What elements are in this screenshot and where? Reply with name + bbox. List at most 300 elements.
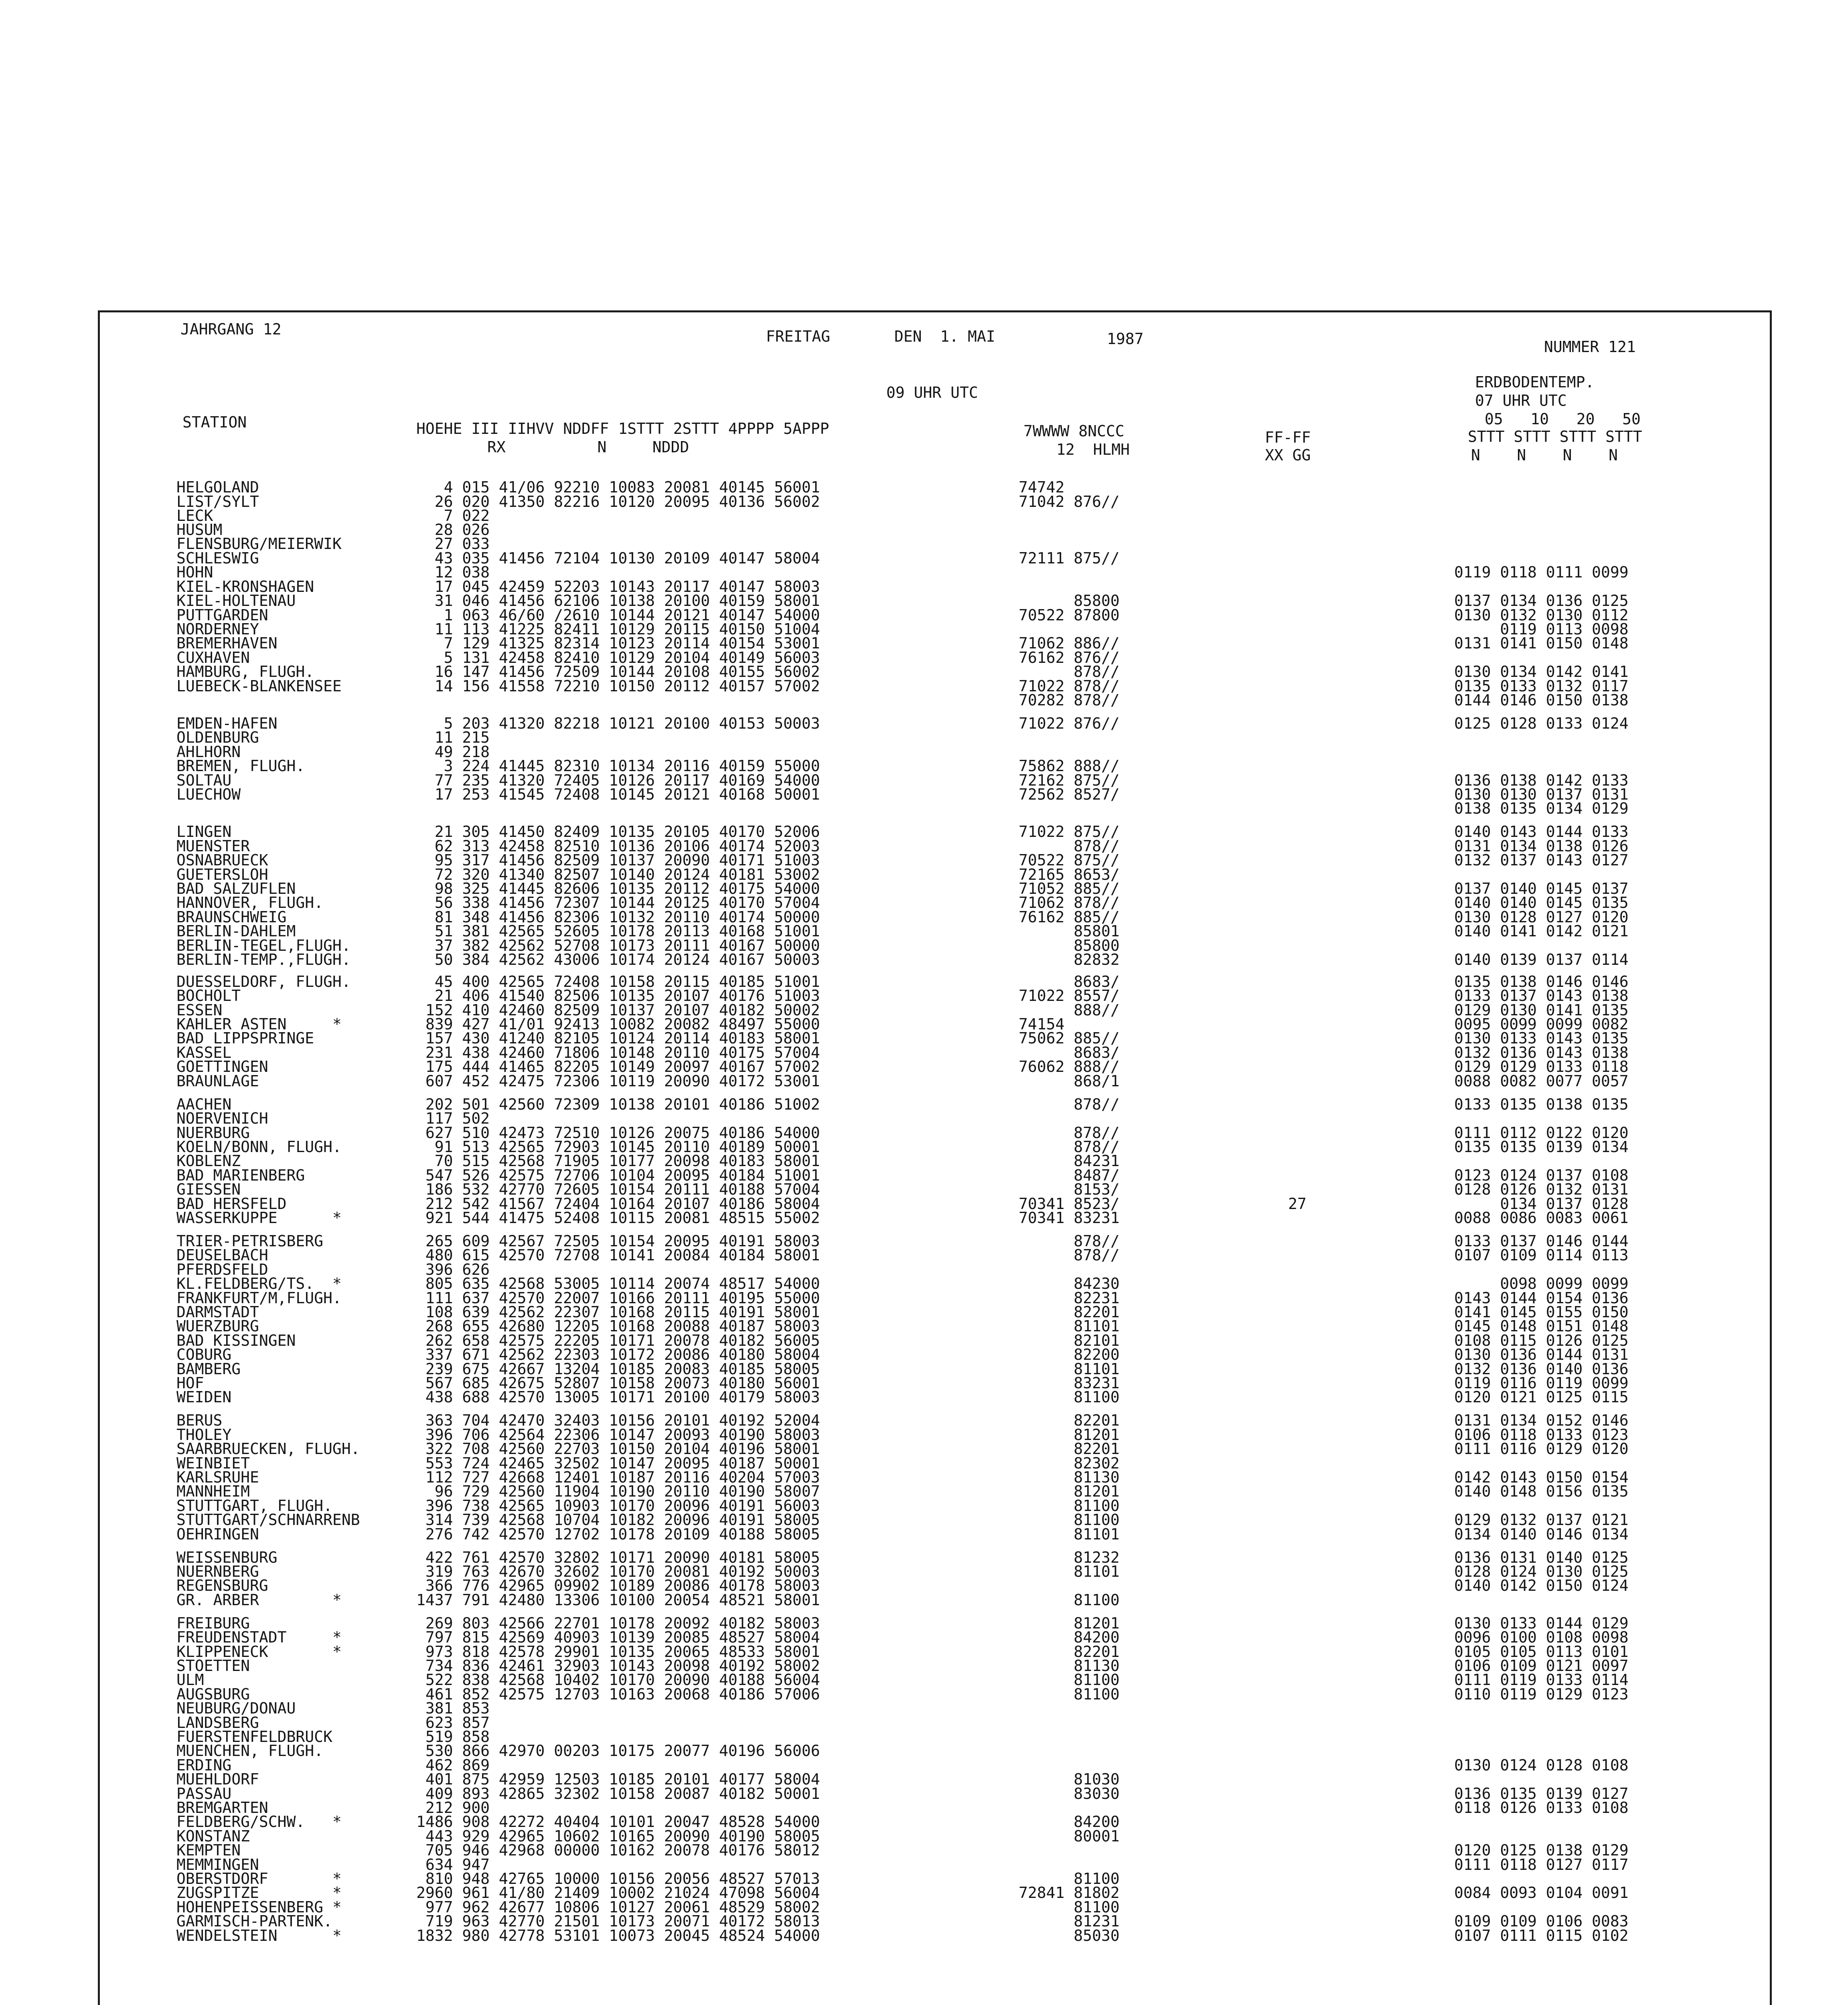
synop-values: 239 675 42667 13204 10185 20083 40185 58005 <box>416 1360 820 1378</box>
synop-values: 14 156 41558 72210 10150 20112 40157 57002 <box>416 677 820 695</box>
soil-temp-time: 07 UHR UTC <box>1475 392 1567 409</box>
synop-values: 627 510 42473 72510 10126 20075 40186 54000 <box>416 1124 820 1142</box>
table-row <box>0 1525 1848 1544</box>
weather-cloud-group: 71022 875// <box>1019 823 1120 840</box>
station-name: DEUSELBACH <box>176 1246 268 1264</box>
synop-values: 202 501 42560 72309 10138 20101 40186 51002 <box>416 1096 820 1113</box>
weather-cloud-group: 71062 886// <box>1019 634 1120 652</box>
soil-temperatures: 0129 0130 0141 0135 <box>1454 1001 1629 1019</box>
synop-values: 72 320 41340 82507 10140 20124 40181 53002 <box>416 866 820 883</box>
synop-values: 797 815 42569 40903 10139 20085 48527 58004 <box>416 1628 820 1646</box>
weather-cloud-group: 8153/ <box>1019 1181 1120 1198</box>
synop-values: 269 803 42566 22701 10178 20092 40182 58003 <box>416 1614 820 1632</box>
station-name: BREMERHAVEN <box>176 634 278 652</box>
soil-temperatures: 0130 0132 0130 0112 <box>1454 606 1629 624</box>
synop-values: 96 729 42560 11904 10190 20110 40190 58007 <box>416 1482 820 1500</box>
weather-cloud-group: 81201 <box>1019 1482 1120 1500</box>
synop-values: 805 635 42568 53005 10114 20074 48517 54000 <box>416 1275 820 1292</box>
synop-values: 276 742 42570 12702 10178 20109 40188 58005 <box>416 1525 820 1543</box>
station-name: ESSEN <box>176 1001 223 1019</box>
soil-temperatures: 0111 0116 0129 0120 <box>1454 1440 1629 1458</box>
soil-temperatures: 0132 0136 0140 0136 <box>1454 1360 1629 1378</box>
station-name: PUTTGARDEN <box>176 606 268 624</box>
synop-values: 5 131 42458 82410 10129 20104 40149 56003 <box>416 649 820 666</box>
table-row <box>0 1387 1848 1407</box>
soil-temperatures: 0106 0109 0121 0097 <box>1454 1657 1629 1675</box>
weather-cloud-group: 81101 <box>1019 1563 1120 1580</box>
weather-cloud-group: 82201 <box>1019 1303 1120 1321</box>
synop-values: 81 348 41456 82306 10132 20110 40174 50000 <box>416 908 820 926</box>
soil-temperatures: 0137 0134 0136 0125 <box>1454 592 1629 610</box>
synop-values: 51 381 42565 52605 10178 20113 40168 51001 <box>416 922 820 940</box>
weather-cloud-group: 70522 87800 <box>1019 606 1120 624</box>
soil-temperatures: 0125 0128 0133 0124 <box>1454 715 1629 732</box>
station-name: STOETTEN <box>176 1657 250 1675</box>
soil-temperatures: 0107 0109 0114 0113 <box>1454 1246 1629 1264</box>
soil-temperatures: 0140 0148 0156 0135 <box>1454 1482 1629 1500</box>
ff-value-kahler-asten: 27 <box>1288 1195 1307 1213</box>
synop-values: 77 235 41320 72405 10126 20117 40169 54000 <box>416 772 820 789</box>
station-name: MUEHLDORF <box>176 1770 259 1788</box>
weather-cloud-group: 82101 <box>1019 1332 1120 1349</box>
column-main-subheader: RX N NDDD <box>487 438 689 456</box>
station-name: GIESSEN <box>176 1181 241 1198</box>
weather-cloud-group: 81232 <box>1019 1549 1120 1566</box>
soil-temperatures: 0142 0143 0150 0154 <box>1454 1468 1629 1486</box>
station-name: CUXHAVEN <box>176 649 250 666</box>
soil-temperatures: 0128 0124 0130 0125 <box>1454 1563 1629 1580</box>
station-name: WUERZBURG <box>176 1317 259 1335</box>
synop-values: 5 203 41320 82218 10121 20100 40153 50003 <box>416 715 820 732</box>
soil-temperatures: 0132 0137 0143 0127 <box>1454 851 1629 869</box>
weather-cloud-group: 81130 <box>1019 1657 1120 1675</box>
synop-values: 519 858 <box>416 1728 490 1746</box>
soil-temperatures: 0140 0142 0150 0124 <box>1454 1577 1629 1594</box>
station-name: AHLHORN <box>176 743 241 761</box>
weather-cloud-group: 72562 8527/ <box>1019 786 1120 803</box>
station-name: KASSEL <box>176 1044 232 1061</box>
soil-temperatures: 0140 0141 0142 0121 <box>1454 922 1629 940</box>
synop-values: 363 704 42470 32403 10156 20101 40192 52004 <box>416 1412 820 1429</box>
synop-values: 396 706 42564 22306 10147 20093 40190 58003 <box>416 1426 820 1444</box>
station-name: KAHLER ASTEN * <box>176 1015 342 1033</box>
weather-cloud-group: 71052 885// <box>1019 880 1120 897</box>
synop-values: 366 776 42965 09902 10189 20086 40178 58003 <box>416 1577 820 1594</box>
weather-cloud-group: 8683/ <box>1019 973 1120 990</box>
station-name: NOERVENICH <box>176 1110 268 1127</box>
station-name: HOF <box>176 1374 204 1392</box>
weather-cloud-group: 76062 888// <box>1019 1058 1120 1075</box>
weather-cloud-group: 84200 <box>1019 1813 1120 1831</box>
soil-temp-title: ERDBODENTEMP. <box>1475 373 1595 391</box>
station-name: SAARBRUECKEN, FLUGH. <box>176 1440 360 1458</box>
soil-temperatures: 0131 0141 0150 0148 <box>1454 634 1629 652</box>
soil-temperatures: 0133 0137 0143 0138 <box>1454 987 1629 1005</box>
weather-cloud-group: 74154 <box>1019 1015 1065 1033</box>
station-name: GOETTINGEN <box>176 1058 268 1075</box>
synop-values: 396 738 42565 10903 10170 20096 40191 56003 <box>416 1497 820 1515</box>
soil-temperatures: 0134 0137 0128 <box>1454 1195 1629 1213</box>
station-name: OEHRINGEN <box>176 1525 259 1543</box>
weather-cloud-group: 878// <box>1019 1124 1120 1142</box>
station-name: KLIPPENECK * <box>176 1643 342 1661</box>
column-main-header: HOEHE III IIHVV NDDFF 1STTT 2STTT 4PPPP 5APPP <box>416 420 829 437</box>
weather-cloud-group: 70341 8523/ <box>1019 1195 1120 1213</box>
soil-temperatures: 0145 0148 0151 0148 <box>1454 1317 1629 1335</box>
weather-cloud-group: 70522 875// <box>1019 851 1120 869</box>
station-name: HOHENPEISSENBERG * <box>176 1898 342 1916</box>
synop-values: 212 900 <box>416 1799 490 1817</box>
synop-values: 91 513 42565 72903 10145 20110 40189 50001 <box>416 1138 820 1156</box>
station-name: BOCHOLT <box>176 987 241 1005</box>
weather-cloud-group: 81100 <box>1019 1511 1120 1529</box>
synop-values: 314 739 42568 10704 10182 20096 40191 58005 <box>416 1511 820 1529</box>
synop-values: 319 763 42670 32602 10170 20081 40192 50003 <box>416 1563 820 1580</box>
soil-temperatures: 0131 0134 0152 0146 <box>1454 1412 1629 1429</box>
table-row <box>0 691 1848 710</box>
station-name: BERUS <box>176 1412 223 1429</box>
soil-temperatures: 0135 0135 0139 0134 <box>1454 1138 1629 1156</box>
synop-values: 4 015 41/06 92210 10083 20081 40145 56001 <box>416 478 820 496</box>
weather-cloud-group: 81100 <box>1019 1898 1120 1916</box>
station-name: STUTTGART, FLUGH. <box>176 1497 332 1515</box>
weather-cloud-group: 81100 <box>1019 1591 1120 1609</box>
station-name: LUECHOW <box>176 786 241 803</box>
weather-cloud-group: 71022 8557/ <box>1019 987 1120 1005</box>
soil-temperatures: 0088 0082 0077 0057 <box>1454 1072 1629 1090</box>
soil-temperatures: 0123 0124 0137 0108 <box>1454 1167 1629 1184</box>
soil-temperatures: 0140 0139 0137 0114 <box>1454 951 1629 968</box>
station-name: KONSTANZ <box>176 1827 250 1845</box>
soil-temperatures: 0140 0140 0145 0135 <box>1454 894 1629 911</box>
synop-values: 11 113 41225 82411 10129 20115 40150 51004 <box>416 620 820 638</box>
station-name: GUETERSLOH <box>176 866 268 883</box>
station-name: MEMMINGEN <box>176 1856 259 1873</box>
soil-temperatures: 0130 0136 0144 0131 <box>1454 1346 1629 1363</box>
synop-values: 2960 961 41/80 21409 10002 21024 47098 56004 <box>416 1884 820 1902</box>
weather-cloud-group: 84231 <box>1019 1152 1120 1170</box>
weather-cloud-group: 81130 <box>1019 1468 1120 1486</box>
station-name: KARLSRUHE <box>176 1468 259 1486</box>
station-name: BERLIN-TEMP.,FLUGH. <box>176 951 351 968</box>
station-name: WEINBIET <box>176 1454 250 1472</box>
station-name: HELGOLAND <box>176 478 259 496</box>
soil-temperatures: 0109 0109 0106 0083 <box>1454 1912 1629 1930</box>
weather-cloud-group: 878// <box>1019 837 1120 855</box>
station-name: REGENSBURG <box>176 1577 268 1594</box>
synop-values: 21 406 41540 82506 10135 20107 40176 51003 <box>416 987 820 1005</box>
station-name: LANDSBERG <box>176 1714 259 1732</box>
soil-temperatures: 0140 0143 0144 0133 <box>1454 823 1629 840</box>
synop-values: 438 688 42570 13005 10171 20100 40179 58003 <box>416 1388 820 1406</box>
synop-values: 16 147 41456 72509 10144 20108 40155 56002 <box>416 663 820 680</box>
synop-values: 547 526 42575 72706 10104 20095 40184 51001 <box>416 1167 820 1184</box>
synop-values: 27 033 <box>416 535 490 553</box>
synop-values: 28 026 <box>416 521 490 539</box>
station-name: ERDING <box>176 1756 232 1774</box>
synop-values: 98 325 41445 82606 10135 20112 40175 54000 <box>416 880 820 897</box>
table-row <box>0 1590 1848 1610</box>
weekday-label: FREITAG <box>766 328 831 345</box>
station-name: GR. ARBER * <box>176 1591 342 1609</box>
synop-values: 7 129 41325 82314 10123 20114 40154 53001 <box>416 634 820 652</box>
synop-values: 11 215 <box>416 729 490 746</box>
synop-values: 262 658 42575 22205 10171 20078 40182 56005 <box>416 1332 820 1349</box>
issue-number: NUMMER 121 <box>1544 338 1636 356</box>
synop-values: 522 838 42568 10402 10170 20090 40188 56004 <box>416 1671 820 1689</box>
synop-values: 396 626 <box>416 1261 490 1278</box>
synop-values: 3 224 41445 82310 10134 20116 40159 55000 <box>416 757 820 775</box>
soil-temperatures: 0135 0138 0146 0146 <box>1454 973 1629 990</box>
synop-values: 152 410 42460 82509 10137 20107 40182 50002 <box>416 1001 820 1019</box>
soil-temp-depths: 05 10 20 50 <box>1485 410 1641 428</box>
synop-values: 480 615 42570 72708 10141 20084 40184 58001 <box>416 1246 820 1264</box>
column-ff-header: FF-FF <box>1265 429 1311 446</box>
station-name: MUENCHEN, FLUGH. <box>176 1742 324 1760</box>
weather-cloud-group: 72165 8653/ <box>1019 866 1120 883</box>
observation-time: 09 UHR UTC <box>886 384 978 401</box>
synop-values: 43 035 41456 72104 10130 20109 40147 58004 <box>416 549 820 567</box>
soil-temperatures: 0095 0099 0099 0082 <box>1454 1015 1629 1033</box>
station-name: ZUGSPITZE * <box>176 1884 342 1902</box>
soil-temperatures: 0106 0118 0133 0123 <box>1454 1426 1629 1444</box>
station-name: OBERSTDORF * <box>176 1870 342 1888</box>
weather-cloud-group: 868/1 <box>1019 1072 1120 1090</box>
weather-cloud-group: 75862 888// <box>1019 757 1120 775</box>
station-name: KIEL-HOLTENAU <box>176 592 296 610</box>
soil-temperatures: 0098 0099 0099 <box>1454 1275 1629 1292</box>
synop-values: 212 542 41567 72404 10164 20107 40186 58004 <box>416 1195 820 1213</box>
synop-values: 839 427 41/01 92413 10082 20082 48497 55000 <box>416 1015 820 1033</box>
synop-values: 322 708 42560 22703 10150 20104 40196 58001 <box>416 1440 820 1458</box>
weather-cloud-group: 76162 876// <box>1019 649 1120 666</box>
station-name: KL.FELDBERG/TS. * <box>176 1275 342 1292</box>
station-name: BREMGARTEN <box>176 1799 268 1817</box>
station-name: OSNABRUECK <box>176 851 268 869</box>
synop-values: 409 893 42865 32302 10158 20087 40182 50001 <box>416 1785 820 1802</box>
table-row <box>0 799 1848 818</box>
synop-values: 31 046 41456 62106 10138 20100 40159 58001 <box>416 592 820 610</box>
station-name: LECK <box>176 507 213 525</box>
weather-cloud-group: 71042 876// <box>1019 493 1120 510</box>
soil-temperatures: 0135 0133 0132 0117 <box>1454 677 1629 695</box>
station-name: PASSAU <box>176 1785 232 1802</box>
weather-cloud-group: 71022 876// <box>1019 715 1120 732</box>
station-name: KIEL-KRONSHAGEN <box>176 578 314 595</box>
synop-values: 49 218 <box>416 743 490 761</box>
station-name: HOHN <box>176 563 213 581</box>
weather-cloud-group: 878// <box>1019 1096 1120 1113</box>
station-name: MANNHEIM <box>176 1482 250 1500</box>
station-name: AACHEN <box>176 1096 232 1113</box>
weather-cloud-group: 81101 <box>1019 1525 1120 1543</box>
station-name: SCHLESWIG <box>176 549 259 567</box>
station-name: BAD SALZUFLEN <box>176 880 296 897</box>
station-name: GARMISCH-PARTENK. <box>176 1912 332 1930</box>
synop-values: 553 724 42465 32502 10147 20095 40187 50001 <box>416 1454 820 1472</box>
synop-values: 381 853 <box>416 1699 490 1717</box>
synop-values: 12 038 <box>416 563 490 581</box>
synop-values: 70 515 42568 71905 10177 20098 40183 58001 <box>416 1152 820 1170</box>
synop-values: 268 655 42680 12205 10168 20088 40187 58003 <box>416 1317 820 1335</box>
weather-cloud-group: 8683/ <box>1019 1044 1120 1061</box>
synop-values: 634 947 <box>416 1856 490 1873</box>
station-name: BAD HERSFELD <box>176 1195 287 1213</box>
station-name: HUSUM <box>176 521 223 539</box>
weather-cloud-group: 81100 <box>1019 1497 1120 1515</box>
weather-cloud-group: 84200 <box>1019 1628 1120 1646</box>
station-name: KOELN/BONN, FLUGH. <box>176 1138 342 1156</box>
weather-cloud-group: 76162 885// <box>1019 908 1120 926</box>
station-name: LUEBECK-BLANKENSEE <box>176 677 342 695</box>
soil-temperatures: 0136 0131 0140 0125 <box>1454 1549 1629 1566</box>
soil-temperatures: 0133 0137 0146 0144 <box>1454 1232 1629 1250</box>
table-row <box>0 1926 1848 1945</box>
synop-values: 1486 908 42272 40404 10101 20047 48528 54000 <box>416 1813 820 1831</box>
soil-temperatures: 0143 0144 0154 0136 <box>1454 1289 1629 1307</box>
synop-values: 401 875 42959 12503 10185 20101 40177 58004 <box>416 1770 820 1788</box>
synop-values: 567 685 42675 52807 10158 20073 40180 56001 <box>416 1374 820 1392</box>
weather-cloud-group: 8487/ <box>1019 1167 1120 1184</box>
weather-cloud-group: 70282 878// <box>1019 691 1120 709</box>
soil-temperatures: 0138 0135 0134 0129 <box>1454 800 1629 817</box>
station-name: TRIER-PETRISBERG <box>176 1232 324 1250</box>
synop-values: 734 836 42461 32903 10143 20098 40192 58002 <box>416 1657 820 1675</box>
synop-values: 7 022 <box>416 507 490 525</box>
station-name: MUENSTER <box>176 837 250 855</box>
soil-temperatures: 0141 0145 0155 0150 <box>1454 1303 1629 1321</box>
station-name: FELDBERG/SCHW. * <box>176 1813 342 1831</box>
soil-temperatures: 0129 0129 0133 0118 <box>1454 1058 1629 1075</box>
soil-temperatures: 0088 0086 0083 0061 <box>1454 1209 1629 1227</box>
weather-cloud-group: 71022 878// <box>1019 677 1120 695</box>
station-name: ULM <box>176 1671 204 1689</box>
soil-temperatures: 0130 0128 0127 0120 <box>1454 908 1629 926</box>
soil-temperatures: 0107 0111 0115 0102 <box>1454 1927 1629 1944</box>
station-name: NEUBURG/DONAU <box>176 1699 296 1717</box>
synop-values: 175 444 41465 82205 10149 20097 40167 57002 <box>416 1058 820 1075</box>
synop-values: 337 671 42562 22303 10172 20086 40180 58004 <box>416 1346 820 1363</box>
weather-cloud-group: 878// <box>1019 1138 1120 1156</box>
synop-values: 265 609 42567 72505 10154 20095 40191 58003 <box>416 1232 820 1250</box>
weather-cloud-group: 878// <box>1019 663 1120 680</box>
synop-values: 1832 980 42778 53101 10073 20045 48524 54000 <box>416 1927 820 1944</box>
station-name: BRAUNLAGE <box>176 1072 259 1090</box>
synop-values: 17 253 41545 72408 10145 20121 40168 50001 <box>416 786 820 803</box>
station-name: FREIBURG <box>176 1614 250 1632</box>
soil-temperatures: 0118 0126 0133 0108 <box>1454 1799 1629 1817</box>
station-name: WEISSENBURG <box>176 1549 278 1566</box>
soil-temperatures: 0111 0119 0133 0114 <box>1454 1671 1629 1689</box>
station-name: FRANKFURT/M,FLUGH. <box>176 1289 342 1307</box>
synop-values: 157 430 41240 82105 10124 20114 40183 58001 <box>416 1029 820 1047</box>
weather-cloud-group: 72162 875// <box>1019 772 1120 789</box>
soil-temperatures: 0136 0135 0139 0127 <box>1454 1785 1629 1802</box>
soil-temperatures: 0128 0126 0132 0131 <box>1454 1181 1629 1198</box>
synop-values: 921 544 41475 52408 10115 20081 48515 55002 <box>416 1209 820 1227</box>
weather-cloud-group: 71062 878// <box>1019 894 1120 911</box>
jahrgang-label: JAHRGANG 12 <box>180 320 282 338</box>
station-name: BRAUNSCHWEIG <box>176 908 287 926</box>
synop-values: 50 384 42562 43006 10174 20124 40167 50003 <box>416 951 820 968</box>
station-name: BAD KISSINGEN <box>176 1332 296 1349</box>
synop-values: 95 317 41456 82509 10137 20090 40171 51003 <box>416 851 820 869</box>
station-name: EMDEN-HAFEN <box>176 715 278 732</box>
weather-cloud-group: 82302 <box>1019 1454 1120 1472</box>
station-name: BERLIN-TEGEL,FLUGH. <box>176 937 351 954</box>
weather-cloud-group: 81201 <box>1019 1426 1120 1444</box>
weather-cloud-group: 84230 <box>1019 1275 1120 1292</box>
station-name: BAD MARIENBERG <box>176 1167 305 1184</box>
soil-temperatures: 0120 0121 0125 0115 <box>1454 1388 1629 1406</box>
synop-values: 17 045 42459 52203 10143 20117 40147 58003 <box>416 578 820 595</box>
station-name: AUGSBURG <box>176 1685 250 1703</box>
soil-temperatures: 0134 0140 0146 0134 <box>1454 1525 1629 1543</box>
synop-values: 112 727 42668 12401 10187 20116 40204 57003 <box>416 1468 820 1486</box>
synop-values: 117 502 <box>416 1110 490 1127</box>
soil-temperatures: 0136 0138 0142 0133 <box>1454 772 1629 789</box>
weather-cloud-group: 878// <box>1019 1246 1120 1264</box>
station-name: WASSERKUPPE * <box>176 1209 342 1227</box>
station-name: DARMSTADT <box>176 1303 259 1321</box>
station-name: SOLTAU <box>176 772 232 789</box>
station-name: BAMBERG <box>176 1360 241 1378</box>
weather-cloud-group: 72841 81802 <box>1019 1884 1120 1902</box>
soil-temperatures: 0119 0116 0119 0099 <box>1454 1374 1629 1392</box>
weather-cloud-group: 81101 <box>1019 1360 1120 1378</box>
station-name: LIST/SYLT <box>176 493 259 510</box>
soil-temperatures: 0130 0130 0137 0131 <box>1454 786 1629 803</box>
station-name: FUERSTENFELDBRUCK <box>176 1728 332 1746</box>
column-ww-subheader: 12 HLMH <box>1056 441 1130 458</box>
soil-temperatures: 0130 0133 0144 0129 <box>1454 1614 1629 1632</box>
weather-cloud-group: 82201 <box>1019 1440 1120 1458</box>
weather-cloud-group: 85030 <box>1019 1927 1120 1944</box>
soil-temperatures: 0119 0118 0111 0099 <box>1454 563 1629 581</box>
station-name: COBURG <box>176 1346 232 1363</box>
table-row <box>0 1071 1848 1091</box>
synop-values: 810 948 42765 10000 10156 20056 48527 57013 <box>416 1870 820 1888</box>
weather-cloud-group: 81201 <box>1019 1614 1120 1632</box>
soil-temperatures: 0119 0113 0098 <box>1454 620 1629 638</box>
weather-cloud-group: 80001 <box>1019 1827 1120 1845</box>
station-name: BAD LIPPSPRINGE <box>176 1029 314 1047</box>
station-name: BERLIN-DAHLEM <box>176 922 296 940</box>
synop-values: 461 852 42575 12703 10163 20068 40186 57006 <box>416 1685 820 1703</box>
soil-temp-codes: STTT STTT STTT STTT <box>1468 428 1642 446</box>
weather-cloud-group: 81100 <box>1019 1671 1120 1689</box>
synop-values: 108 639 42562 22307 10168 20115 40191 58001 <box>416 1303 820 1321</box>
station-name: NUERNBERG <box>176 1563 259 1580</box>
station-name: THOLEY <box>176 1426 232 1444</box>
weather-cloud-group: 81101 <box>1019 1317 1120 1335</box>
weather-cloud-group: 85800 <box>1019 937 1120 954</box>
synop-values: 26 020 41350 82216 10120 20095 40136 56002 <box>416 493 820 510</box>
station-name: HANNOVER, FLUGH. <box>176 894 324 911</box>
soil-temperatures: 0144 0146 0150 0138 <box>1454 691 1629 709</box>
soil-temperatures: 0130 0134 0142 0141 <box>1454 663 1629 680</box>
synop-values: 973 818 42578 29901 10135 20065 48533 58001 <box>416 1643 820 1661</box>
station-name: BREMEN, FLUGH. <box>176 757 305 775</box>
soil-temperatures: 0133 0135 0138 0135 <box>1454 1096 1629 1113</box>
station-name: DUESSELDORF, FLUGH. <box>176 973 351 990</box>
station-name: FREUDENSTADT * <box>176 1628 342 1646</box>
synop-values: 530 866 42970 00203 10175 20077 40196 56006 <box>416 1742 820 1760</box>
column-ww-header: 7WWWW 8NCCC <box>1023 422 1125 440</box>
synop-values: 443 929 42965 10602 10165 20090 40190 58005 <box>416 1827 820 1845</box>
weather-cloud-group: 82832 <box>1019 951 1120 968</box>
soil-temperatures: 0137 0140 0145 0137 <box>1454 880 1629 897</box>
